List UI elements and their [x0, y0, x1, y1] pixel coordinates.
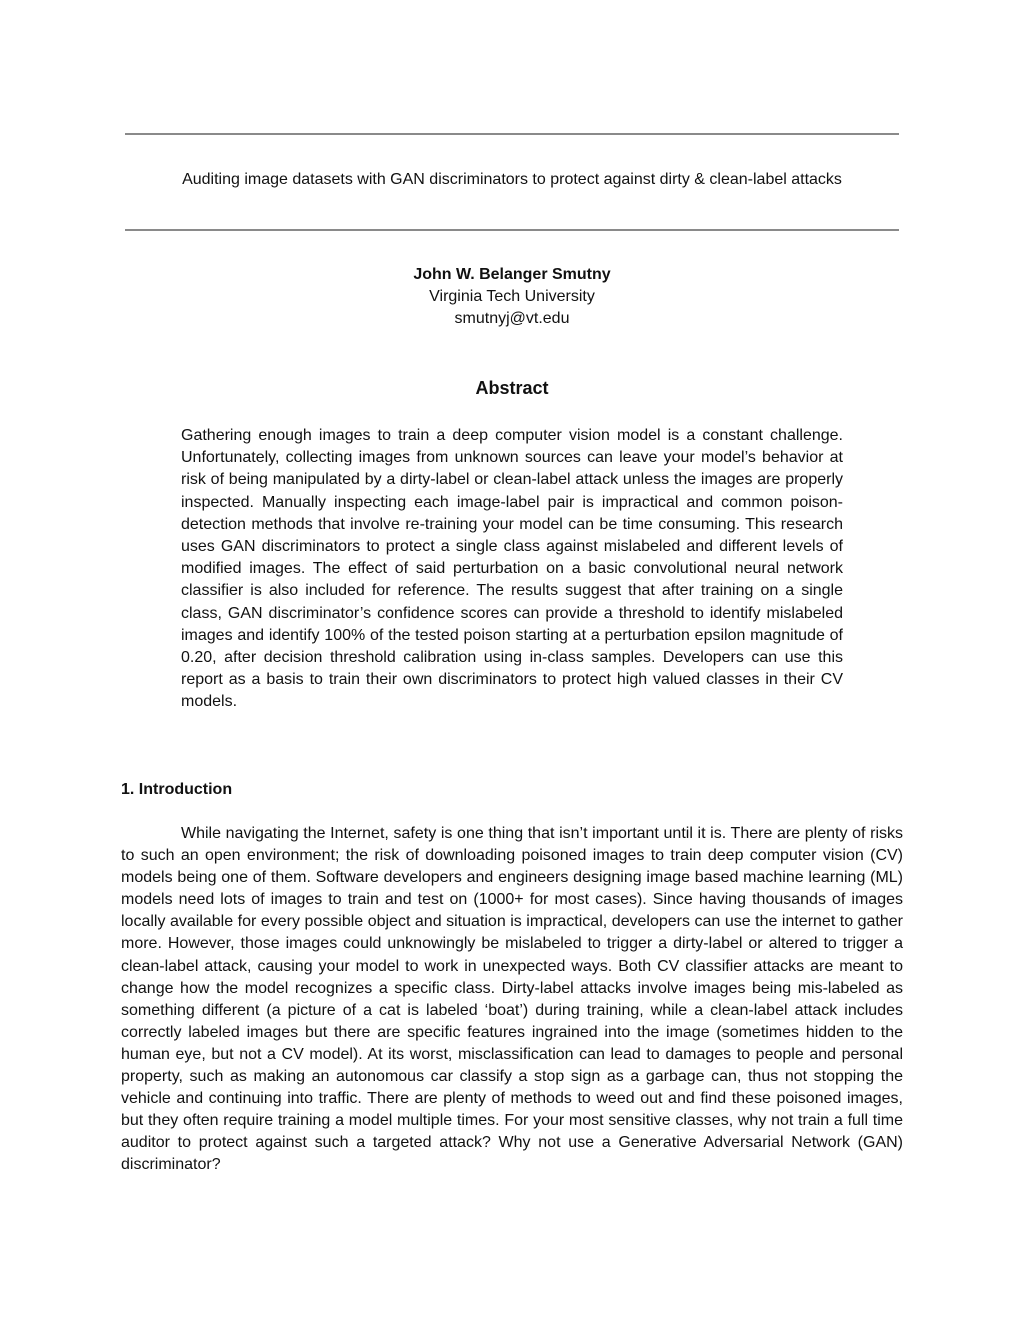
- introduction-heading: 1. Introduction: [121, 781, 233, 798]
- abstract-heading: Abstract: [475, 378, 549, 398]
- author-block: [0, 264, 1024, 330]
- author-email: smutnyj@vt.edu: [454, 310, 570, 327]
- introduction-text: While navigating the Internet, safety is one thing that isn’t important until it is. There are plenty of risks to such an open environment; the risk of downloading poisoned images to train deep computer vision (CV) models being one of them. Software developers and engineers designing image based machine learning (ML) models need lots of images to train and test on (1000+ for most cases). Since having thousands of images locally available for every possible object and situation is impractical, developers can use the internet to gather more. However, those images could unknowingly be mislabeled to trigger a dirty-label or altered to trigger a clean-label attack, causing your model to work in unexpected ways. Both CV classifier attacks are meant to change how the model recognizes a specific class. Dirty-label attacks involve images being mis-labeled as something different (a picture of a cat is labeled ‘boat’) during training, while a clean-label attack includes correctly labeled images but there are specific features ingrained into the image (sometimes hidden to the human eye, but not a CV model). At its worst, misclassification can lead to damages to people and personal property, such as making an autonomous car classify a stop sign as a garbage can, thus not stopping the vehicle and continuing into traffic. There are plenty of methods to weed out and find these poisoned images, but they often require training a model multiple times. For your most sensitive classes, why not train a full time auditor to protect against such a targeted attack? Why not use a Generative Adversarial Network (GAN) discriminator?: [121, 825, 903, 1174]
- author-affiliation: Virginia Tech University: [429, 288, 595, 305]
- author-name: John W. Belanger Smutny: [413, 266, 611, 283]
- paper-title: Auditing image datasets with GAN discriminators to protect against dirty & clean-label attacks: [182, 171, 842, 188]
- title-bottom-rule: [125, 229, 899, 231]
- title-top-rule: [125, 133, 899, 135]
- abstract-text: Gathering enough images to train a deep computer vision model is a constant challenge. Unfortunately, collecting images from unknown sources can leave your model’s behavior at risk of being manipulated by a dirty-label or clean-label attack unless the images are properly inspected. Manually inspecting each image-label pair is impractical and common poison-detection methods that involve re-training your model can be time consuming. This research uses GAN discriminators to protect a single class against mislabeled and different levels of modified images. The effect of said perturbation on a basic convolutional neural network classifier is also included for reference. The results suggest that after training on a single class, GAN discriminator’s confidence scores can provide a threshold to identify mislabeled images and identify 100% of the tested poison starting at a perturbation epsilon magnitude of 0.20, after decision threshold calibration using in-class samples. Developers can use this report as a basis to train their own discriminators to protect high valued classes in their CV models.: [181, 427, 843, 711]
